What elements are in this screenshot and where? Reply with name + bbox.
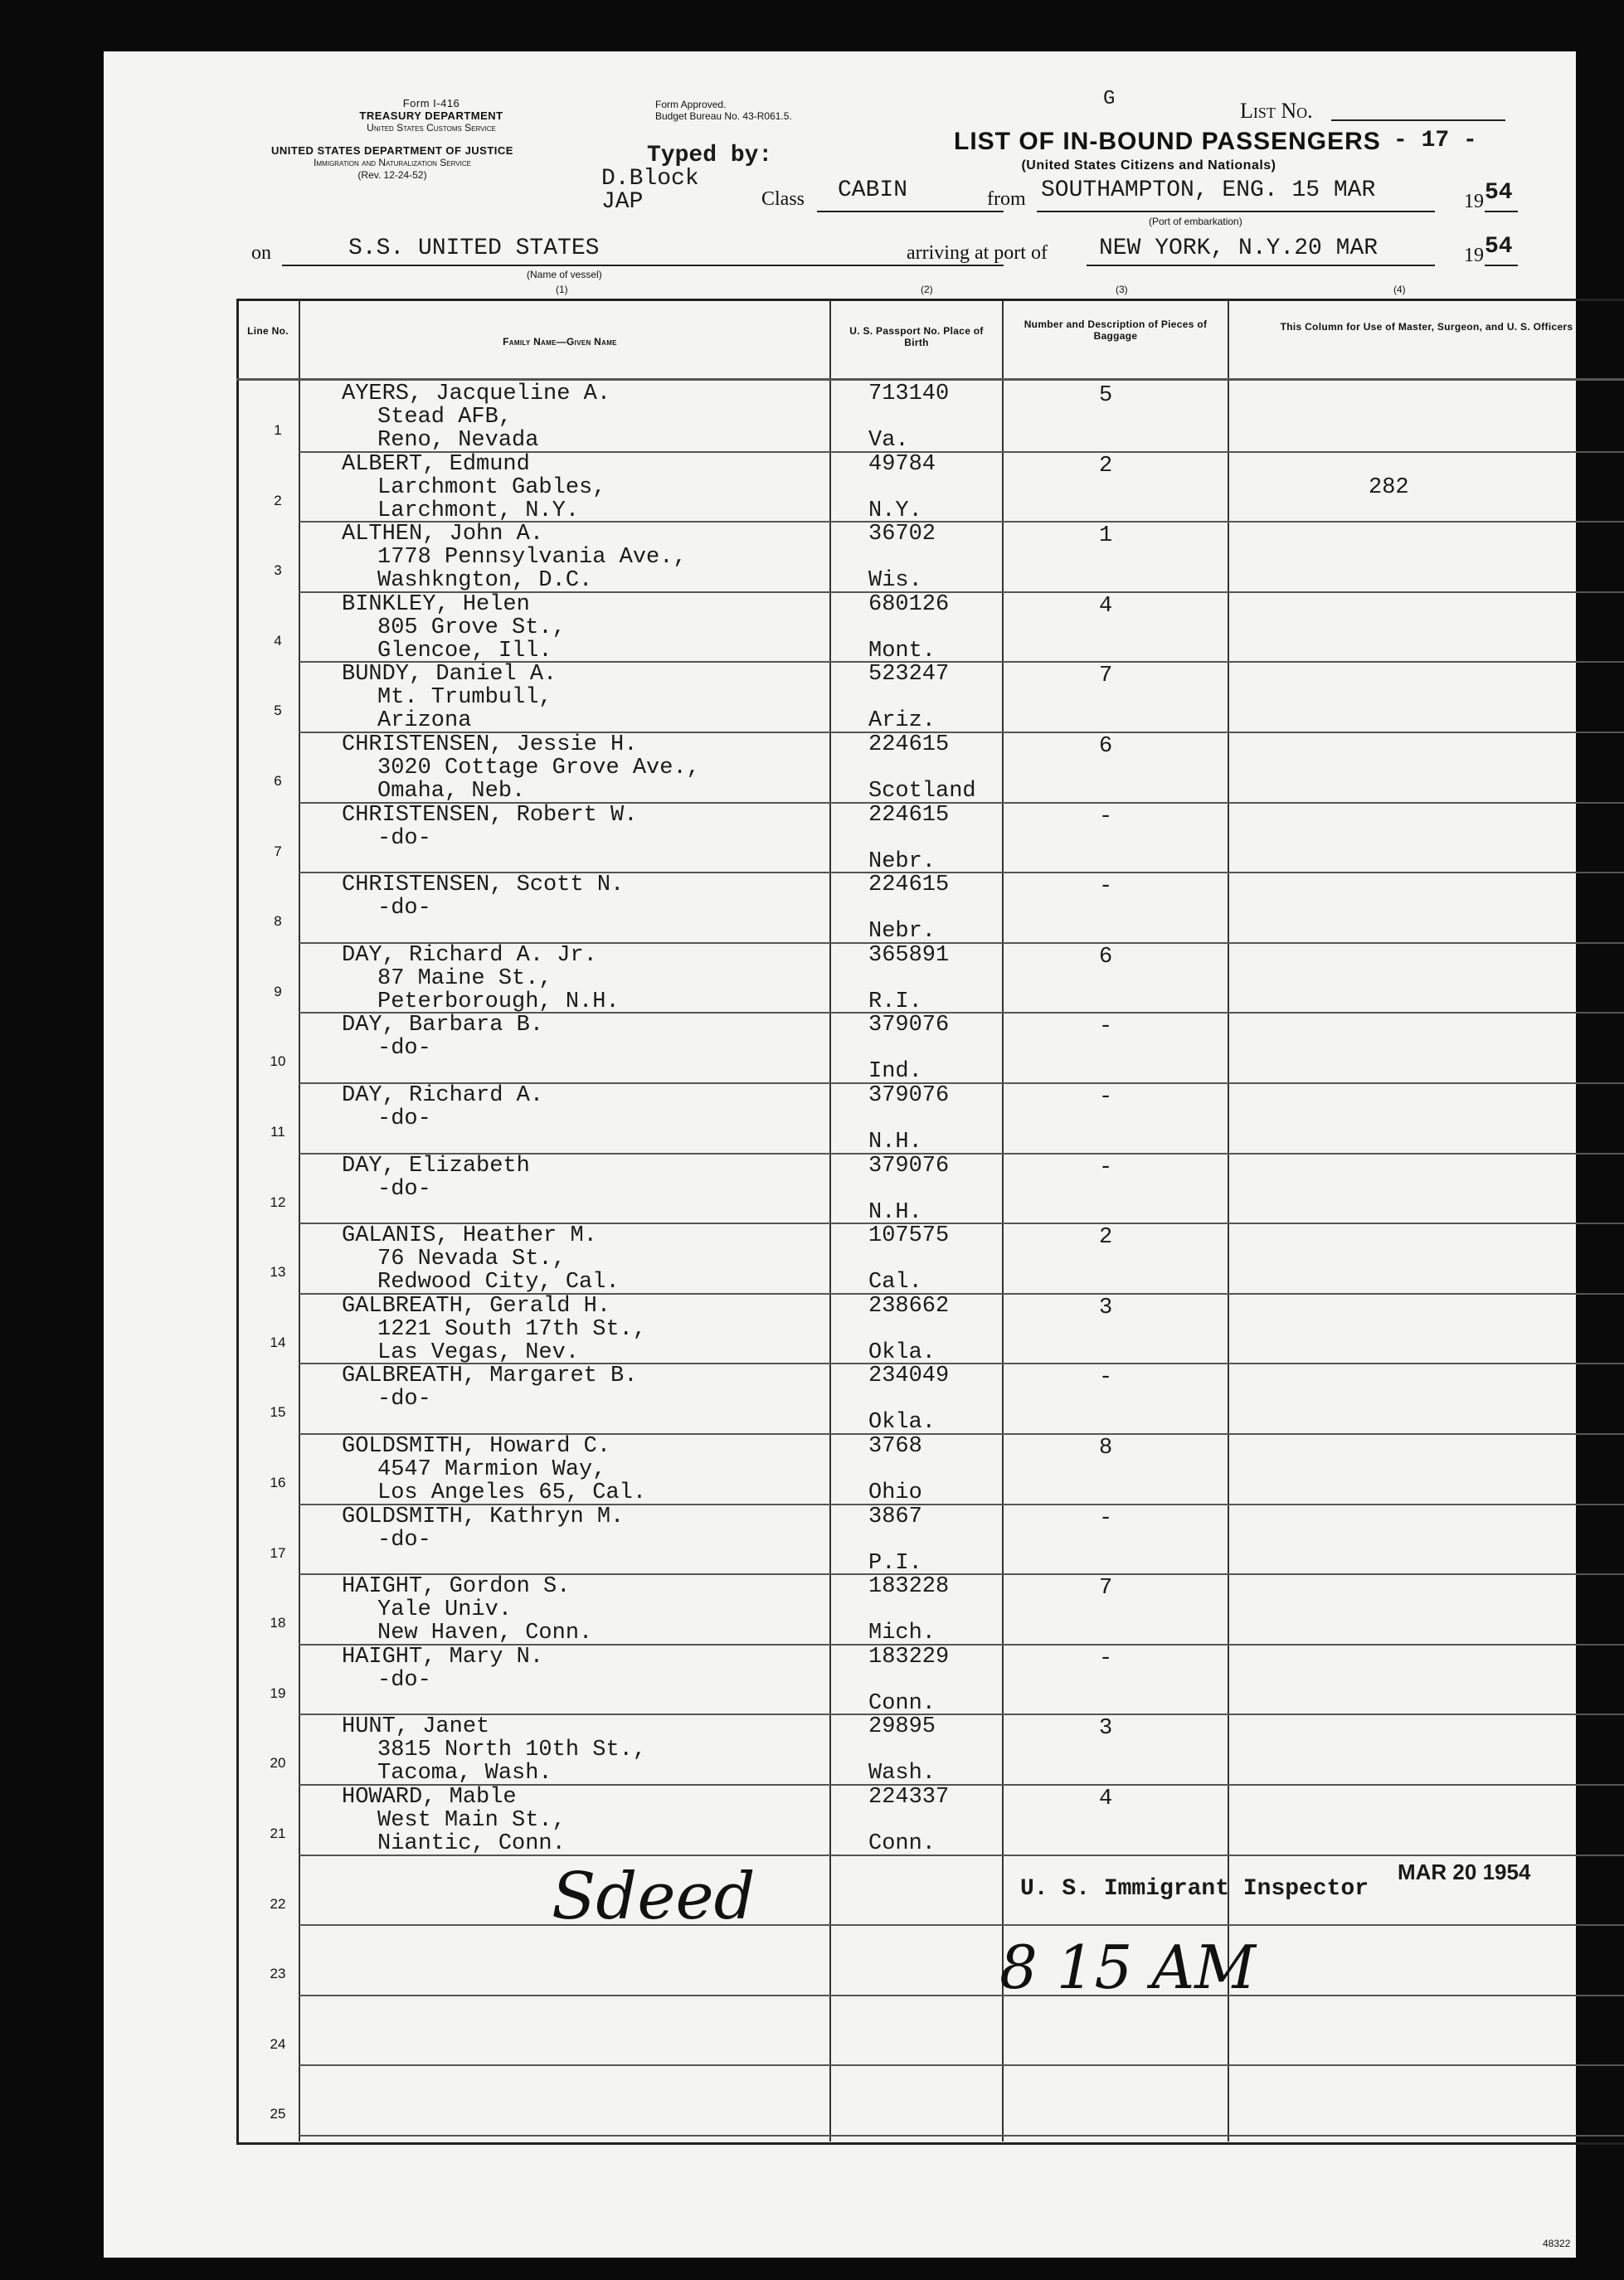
passenger-name: GALBREATH, Margaret B. [342, 1364, 638, 1389]
arrival-value: NEW YORK, N.Y.20 MAR [1099, 236, 1378, 261]
place-of-birth: Ind. [868, 1059, 922, 1085]
passenger-address-2: Los Angeles 65, Cal. [377, 1480, 647, 1505]
on-label: on [251, 242, 271, 264]
passenger-address-1: 3815 North 10th St., [377, 1738, 647, 1763]
place-of-birth: Okla. [868, 1339, 936, 1365]
header-passport: U. S. Passport No. Place of Birth [849, 325, 984, 348]
baggage-count: 8 [1099, 1436, 1113, 1461]
passenger-name: GOLDSMITH, Howard C. [342, 1434, 611, 1459]
passenger-address-2: New Haven, Conn. [377, 1621, 593, 1646]
passport-number: 107575 [868, 1223, 950, 1249]
port-embark-label: (Port of embarkation) [1149, 216, 1242, 227]
year-suffix-1: 54 [1485, 180, 1513, 206]
year-prefix-2: 19 [1464, 245, 1484, 266]
passport-number: 379076 [868, 1013, 950, 1038]
line-number: 21 [270, 1825, 286, 1841]
col-marker-1: (1) [556, 284, 568, 295]
baggage-count: 5 [1099, 383, 1113, 408]
passenger-name: CHRISTENSEN, Jessie H. [342, 732, 638, 757]
place-of-birth: Wash. [868, 1761, 936, 1787]
passenger-address-1: -do- [377, 825, 431, 851]
line-number: 12 [270, 1193, 286, 1210]
line-number: 25 [270, 2106, 286, 2122]
form-approved: Form Approved. [655, 99, 727, 110]
place-of-birth: Mich. [868, 1621, 936, 1646]
baggage-count: - [1099, 804, 1113, 829]
budget-bureau: Budget Bureau No. 43-R061.5. [655, 110, 792, 122]
line-number: 8 [274, 913, 282, 930]
baggage-count: - [1099, 1505, 1113, 1531]
col-marker-3: (3) [1116, 284, 1128, 295]
place-of-birth: Conn. [868, 1690, 936, 1716]
passenger-address-2: Tacoma, Wash. [377, 1761, 552, 1787]
baggage-count: - [1099, 874, 1113, 900]
typed-by-initials: JAP [601, 189, 644, 215]
passport-number: 238662 [868, 1293, 950, 1319]
vessel-label: (Name of vessel) [527, 269, 602, 280]
passenger-name: DAY, Richard A. [342, 1083, 544, 1108]
passenger-name: AYERS, Jacqueline A. [342, 382, 611, 406]
passenger-name: HUNT, Janet [342, 1714, 490, 1740]
place-of-birth: Ohio [868, 1480, 922, 1505]
place-of-birth: N.Y. [868, 498, 922, 523]
line-number: 6 [274, 773, 282, 789]
baggage-count: 3 [1099, 1716, 1113, 1742]
class-label: Class [761, 188, 805, 210]
place-of-birth: Okla. [868, 1410, 936, 1436]
baggage-count: - [1099, 1155, 1113, 1180]
class-value: CABIN [838, 177, 908, 203]
passenger-name: HAIGHT, Gordon S. [342, 1574, 571, 1600]
passenger-address-1: -do- [377, 1387, 431, 1412]
passenger-name: HOWARD, Mable [342, 1785, 517, 1810]
arriving-label: arriving at port of [907, 242, 1048, 264]
line-number: 23 [270, 1966, 286, 1982]
passenger-name: HAIGHT, Mary N. [342, 1644, 544, 1670]
treasury-dept: TREASURY DEPARTMENT [359, 109, 503, 122]
baggage-count: - [1099, 1365, 1113, 1391]
col-marker-4: (4) [1393, 284, 1406, 295]
baggage-count: - [1099, 1085, 1113, 1110]
passenger-name: GALANIS, Heather M. [342, 1223, 597, 1249]
passenger-address-2: Omaha, Neb. [377, 779, 526, 804]
place-of-birth: Nebr. [868, 848, 936, 874]
row-divider [299, 1924, 1624, 1926]
ins-service: Immigration and Naturalization Service [314, 157, 471, 168]
passenger-name: CHRISTENSEN, Scott N. [342, 873, 625, 898]
line-number: 11 [270, 1124, 285, 1140]
line-number: 19 [270, 1684, 286, 1701]
line-number: 14 [270, 1334, 286, 1350]
passenger-address-1: Larchmont Gables, [377, 474, 606, 500]
place-of-birth: N.H. [868, 1130, 922, 1155]
passport-number: 365891 [868, 942, 950, 968]
row-divider [299, 1714, 1624, 1715]
arrival-stamp: MAR 20 1954 [1398, 1859, 1531, 1884]
passenger-address-1: 1778 Pennsylvania Ave., [377, 545, 687, 571]
inspector-signature: Sdeed [552, 1859, 756, 1934]
header-name: Family Name—Given Name [503, 336, 617, 348]
passenger-address-2: Peterborough, N.H. [377, 989, 620, 1014]
passenger-address-1: 76 Nevada St., [377, 1247, 566, 1272]
line-number: 7 [274, 843, 282, 859]
arrival-time: 8 15 AM [999, 1932, 1256, 2002]
passport-number: 523247 [868, 662, 950, 688]
line-number: 18 [270, 1615, 286, 1631]
year-prefix-1: 19 [1464, 191, 1484, 212]
from-value: SOUTHAMPTON, ENG. 15 MAR [1041, 177, 1376, 203]
baggage-count: 7 [1099, 664, 1113, 689]
baggage-count: - [1099, 1014, 1113, 1040]
typed-by-name: D.Block [601, 166, 699, 192]
header-officers: This Column for Use of Master, Surgeon, and U. S. Officers [1280, 321, 1573, 333]
baggage-count: 4 [1099, 1787, 1113, 1811]
line-number: 9 [274, 983, 282, 999]
baggage-count: 2 [1099, 1225, 1113, 1251]
place-of-birth: Cal. [868, 1270, 922, 1296]
place-of-birth: Nebr. [868, 919, 936, 945]
place-of-birth: Ariz. [868, 708, 936, 734]
row-divider [299, 2135, 1624, 2137]
header-line-no: Line No. [247, 325, 289, 337]
passenger-address-1: -do- [377, 1667, 431, 1693]
passenger-address-2: Glencoe, Ill. [377, 638, 552, 664]
passport-number: 713140 [868, 382, 950, 406]
passport-number: 3867 [868, 1504, 922, 1529]
passenger-address-1: -do- [377, 896, 431, 921]
manifest-page [104, 51, 1576, 2258]
header-baggage: Number and Description of Pieces of Baggage [1024, 318, 1208, 342]
passenger-address-1: 1221 South 17th St., [377, 1316, 647, 1342]
baggage-count: - [1099, 1646, 1113, 1671]
g-mark: G [1103, 88, 1116, 110]
baggage-count: 6 [1099, 734, 1113, 759]
passenger-name: GALBREATH, Gerald H. [342, 1293, 611, 1319]
line-number: 20 [270, 1755, 286, 1772]
passenger-address-2: Washkngton, D.C. [377, 568, 593, 594]
passenger-address-1: 4547 Marmion Way, [377, 1457, 606, 1482]
passenger-name: BUNDY, Daniel A. [342, 662, 557, 688]
passenger-name: ALBERT, Edmund [342, 451, 530, 477]
passport-number: 29895 [868, 1714, 936, 1740]
typed-by-label: Typed by: [647, 143, 773, 168]
passport-number: 3768 [868, 1434, 922, 1459]
line-number: 5 [274, 702, 282, 719]
passenger-name: CHRISTENSEN, Robert W. [342, 802, 638, 828]
officer-note: 282 [1369, 474, 1409, 500]
row-divider [299, 2064, 1624, 2066]
passenger-address-1: -do- [377, 1036, 431, 1062]
baggage-count: 1 [1099, 523, 1113, 549]
line-number: 17 [270, 1544, 286, 1561]
manifest-title: LIST OF IN-BOUND PASSENGERS [954, 128, 1381, 155]
passport-number: 224615 [868, 802, 950, 828]
baggage-count: 7 [1099, 1576, 1113, 1602]
passport-number: 183228 [868, 1574, 950, 1600]
inspector-title: U. S. Immigrant Inspector [1020, 1876, 1369, 1902]
form-number: Form I-416 [402, 97, 460, 109]
year-suffix-2: 54 [1485, 234, 1513, 260]
line-number: 16 [270, 1475, 286, 1490]
passenger-address-2: Niantic, Conn. [377, 1831, 566, 1856]
passport-number: 680126 [868, 591, 950, 617]
passenger-address-1: Yale Univ. [377, 1597, 513, 1623]
list-no-label: List No. [1240, 99, 1313, 123]
place-of-birth: Va. [868, 428, 909, 453]
passport-number: 379076 [868, 1153, 950, 1179]
place-of-birth: P.I. [868, 1550, 922, 1576]
customs-service: United States Customs Service [367, 122, 496, 134]
line-number: 2 [274, 492, 282, 508]
baggage-count: 3 [1099, 1295, 1113, 1320]
passport-number: 49784 [868, 451, 936, 477]
passenger-name: DAY, Barbara B. [342, 1013, 544, 1038]
form-footer-number: 48322 [1543, 2238, 1571, 2249]
passport-number: 379076 [868, 1083, 950, 1108]
passenger-address-1: 805 Grove St., [377, 615, 566, 640]
passenger-address-1: Stead AFB, [377, 405, 513, 430]
justice-dept: UNITED STATES DEPARTMENT OF JUSTICE [271, 144, 513, 157]
passenger-address-1: -do- [377, 1106, 431, 1131]
manifest-subtitle: (United States Citizens and Nationals) [1021, 158, 1276, 173]
passenger-address-1: 3020 Cottage Grove Ave., [377, 756, 700, 780]
passenger-name: BINKLEY, Helen [342, 591, 530, 617]
passenger-address-1: -do- [377, 1527, 431, 1553]
line-number: 10 [270, 1053, 286, 1070]
passenger-address-2: Redwood City, Cal. [377, 1270, 620, 1296]
passenger-address-1: -do- [377, 1176, 431, 1202]
line-number: 3 [274, 562, 282, 579]
place-of-birth: N.H. [868, 1199, 922, 1225]
passport-number: 183229 [868, 1644, 950, 1670]
row-divider [299, 1995, 1624, 1996]
passenger-name: GOLDSMITH, Kathryn M. [342, 1504, 625, 1529]
passenger-name: ALTHEN, John A. [342, 522, 544, 547]
line-number: 24 [270, 2035, 286, 2052]
baggage-count: 6 [1099, 944, 1113, 970]
line-number: 13 [270, 1264, 286, 1281]
from-label: from [987, 188, 1026, 210]
line-number: 22 [270, 1895, 286, 1912]
line-number: 15 [270, 1404, 286, 1421]
passport-number: 36702 [868, 522, 936, 547]
place-of-birth: Scotland [868, 779, 976, 804]
col-marker-2: (2) [921, 284, 933, 295]
passenger-address-1: Mt. Trumbull, [377, 685, 552, 711]
passenger-address-2: Arizona [377, 708, 472, 734]
passport-number: 224337 [868, 1785, 950, 1810]
place-of-birth: R.I. [868, 989, 922, 1014]
place-of-birth: Wis. [868, 568, 922, 594]
place-of-birth: Conn. [868, 1831, 936, 1856]
passenger-address-2: Las Vegas, Nev. [377, 1339, 580, 1365]
passport-number: 224615 [868, 873, 950, 898]
line-number: 1 [274, 422, 282, 438]
passenger-address-1: West Main St., [377, 1808, 566, 1833]
passenger-address-2: Reno, Nevada [377, 428, 539, 453]
place-of-birth: Mont. [868, 638, 936, 664]
passport-number: 224615 [868, 732, 950, 757]
line-number: 4 [274, 632, 282, 649]
passenger-name: DAY, Richard A. Jr. [342, 942, 597, 968]
baggage-count: 4 [1099, 593, 1113, 619]
passenger-address-1: 87 Maine St., [377, 965, 552, 991]
list-no-value: - 17 - [1393, 128, 1477, 153]
baggage-count: 2 [1099, 453, 1113, 479]
vessel-name: S.S. UNITED STATES [348, 236, 600, 261]
form-revision: (Rev. 12-24-52) [357, 169, 427, 181]
passenger-name: DAY, Elizabeth [342, 1153, 530, 1179]
passport-number: 234049 [868, 1364, 950, 1389]
passenger-address-2: Larchmont, N.Y. [377, 498, 580, 523]
